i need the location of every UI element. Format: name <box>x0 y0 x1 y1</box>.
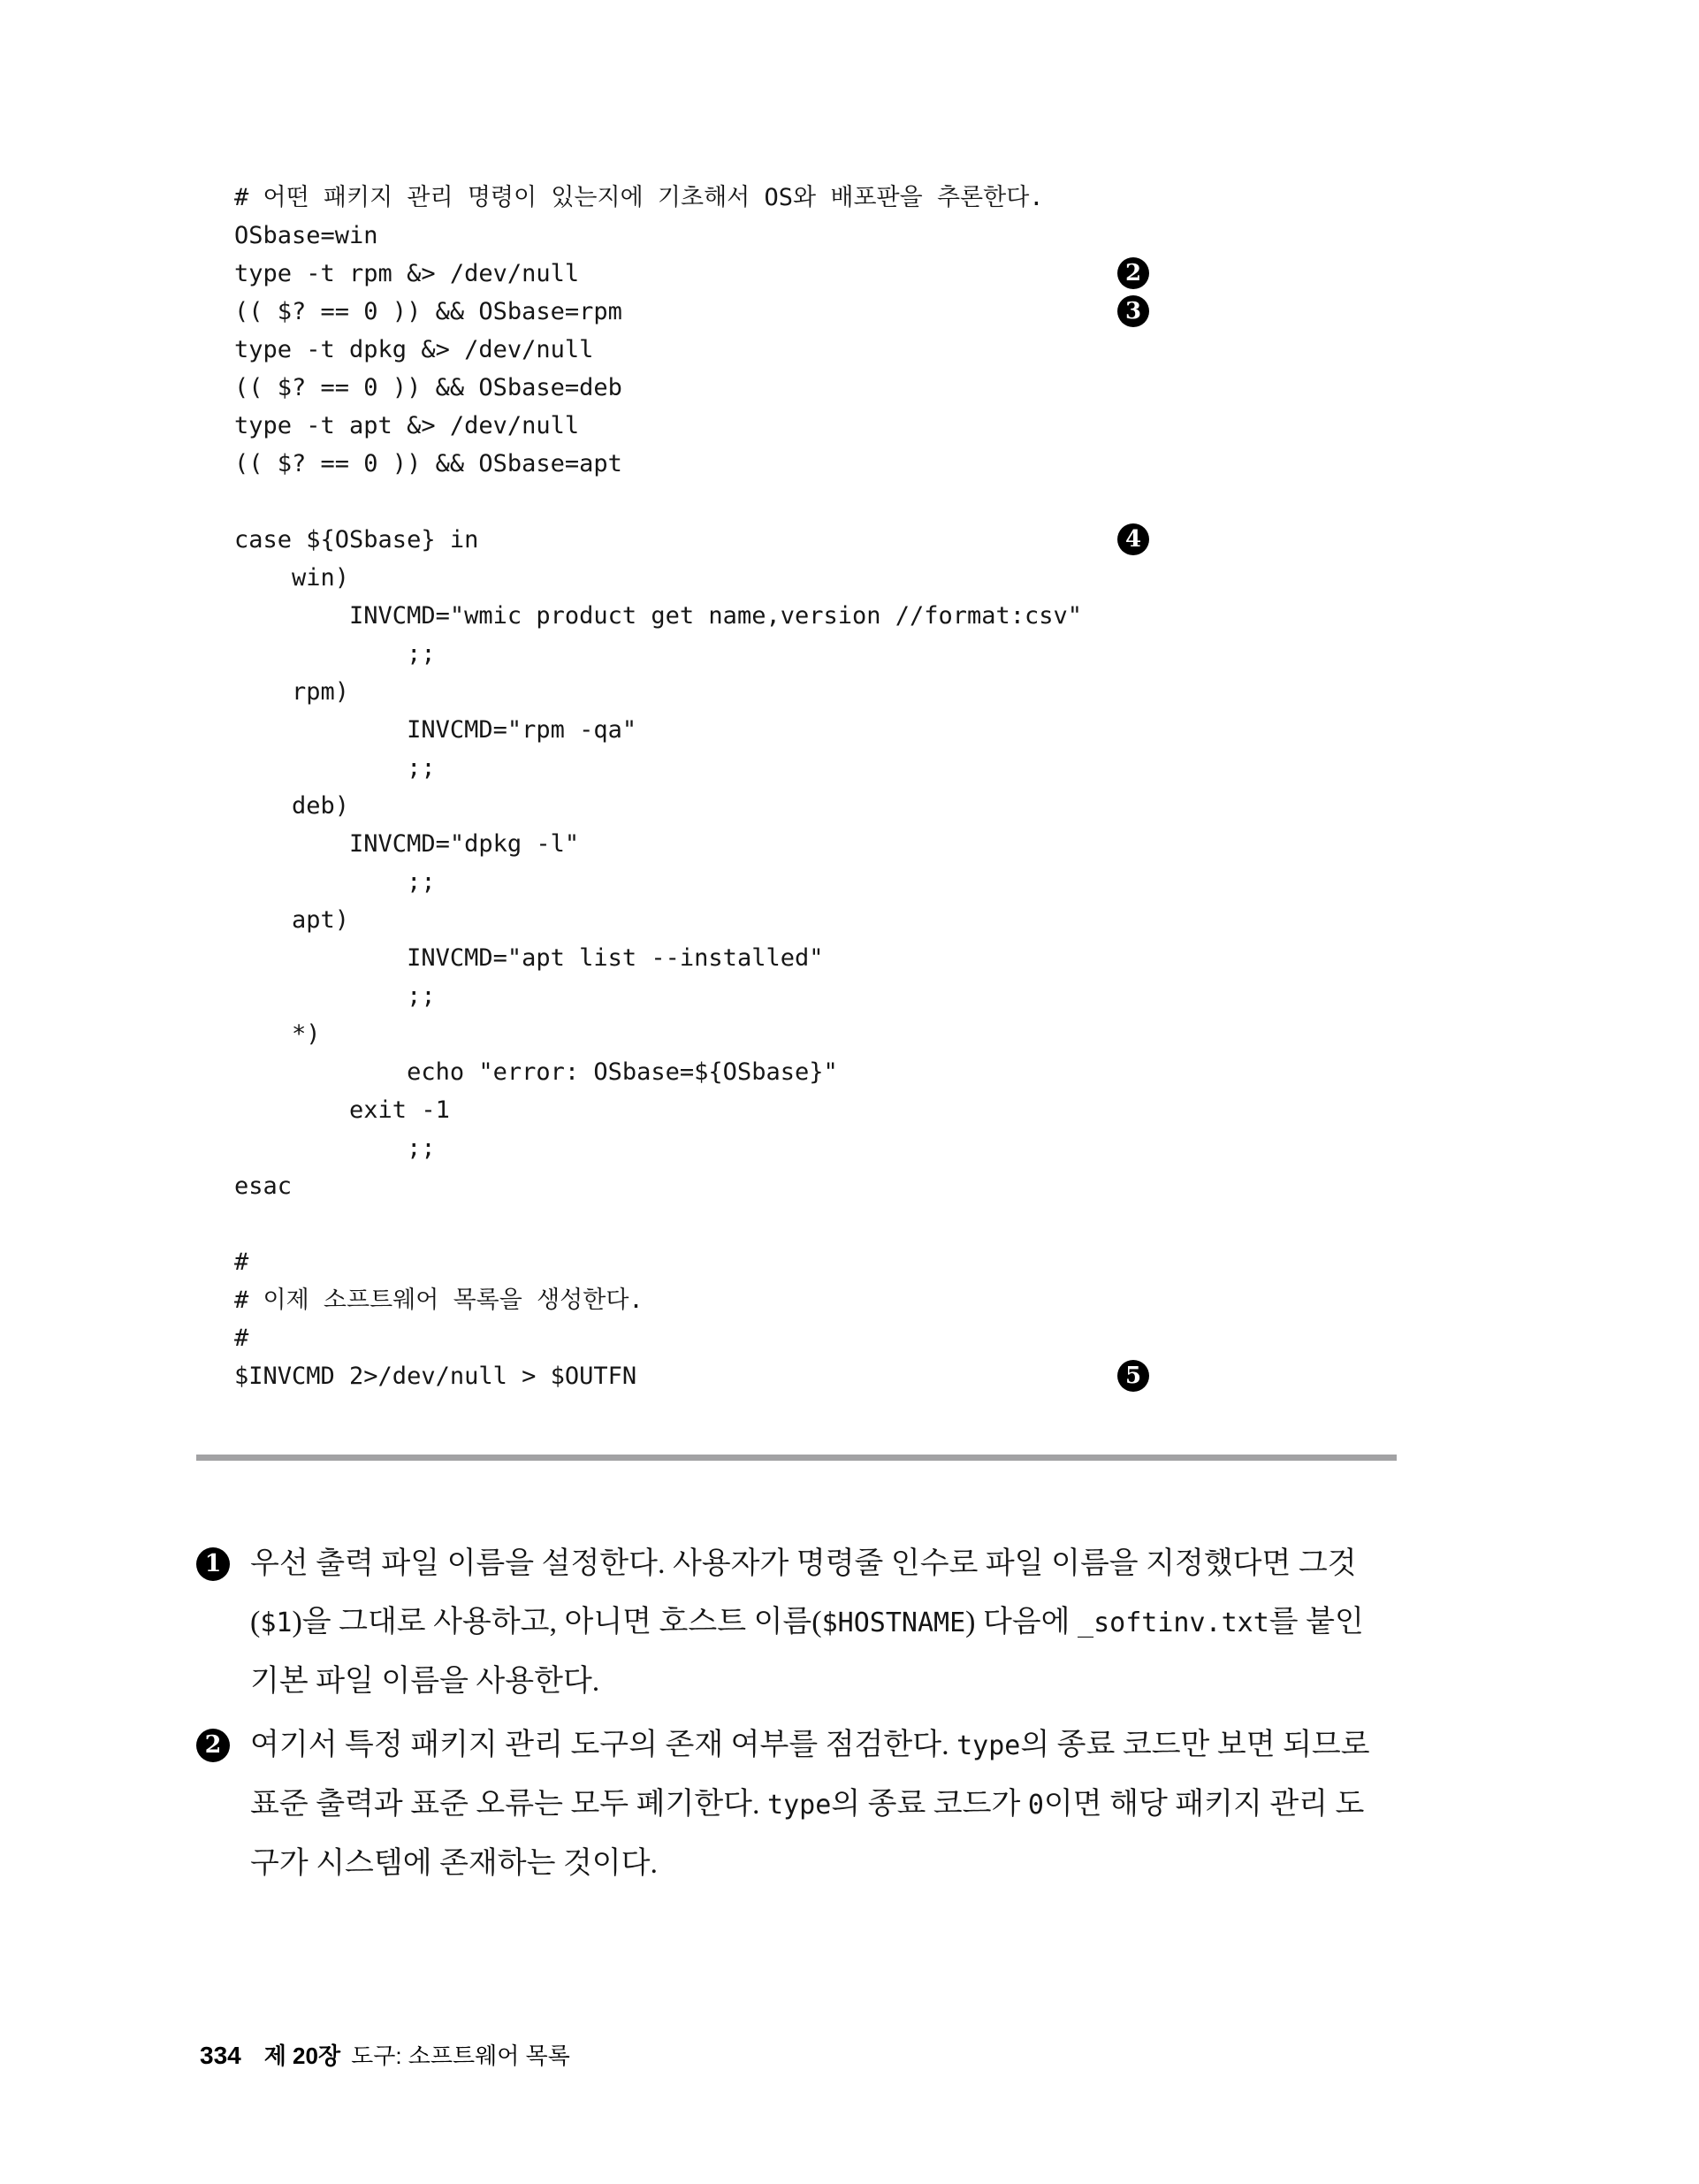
code-text: ;; <box>234 982 436 1010</box>
code-text: type -t rpm &> /dev/null <box>234 260 580 287</box>
code-line <box>234 293 1489 331</box>
callout-explanations <box>196 1535 1416 1898</box>
code-text: $INVCMD 2>/dev/null > $OUTFN <box>234 1363 637 1390</box>
code-text: (( $? == 0 )) && OSbase=rpm <box>234 298 622 325</box>
code-text: case ${OSbase} in <box>234 526 479 554</box>
code-line <box>234 1129 1489 1167</box>
text-segment: 우선 출력 파일 이름을 설정한다. 사용자가 명령줄 인수로 파일 이름을 지정했다면 그것 <box>250 1547 1357 1580</box>
code-text: exit -1 <box>234 1096 450 1124</box>
code-comment: # 어떤 패키지 관리 명령이 있는지에 기초해서 OS와 배포판을 추론한다. <box>234 184 1044 211</box>
inline-code: $HOSTNAME <box>821 1607 966 1638</box>
text-segment: 표준 출력과 표준 오류는 모두 폐기한다. <box>250 1788 768 1821</box>
text-segment: ( <box>250 1606 261 1638</box>
code-line-blank <box>234 1205 1489 1243</box>
inline-code: _softinv.txt <box>1078 1607 1269 1638</box>
explanation-item-1 <box>196 1535 1416 1711</box>
footer-chapter-title: 도구: 소프트웨어 목록 <box>351 2043 570 2069</box>
explanation-line <box>250 1835 1408 1893</box>
callout-5-badge: 5 <box>1117 1360 1149 1392</box>
explanation-text <box>250 1535 1408 1711</box>
callout-2-badge: 2 <box>1117 257 1149 289</box>
code-line <box>234 1053 1489 1091</box>
callout-3-badge: 3 <box>1117 295 1149 327</box>
callout-2-marker: 2 <box>196 1729 230 1762</box>
code-comment: # <box>234 1249 249 1276</box>
text-segment: 를 붙인 <box>1269 1606 1364 1638</box>
code-line <box>234 597 1489 635</box>
code-listing <box>234 179 1489 1395</box>
code-text: deb) <box>234 792 350 820</box>
text-segment: 의 종료 코드만 보면 되므로 <box>1020 1729 1370 1761</box>
code-text: win) <box>234 564 350 592</box>
code-line <box>234 407 1489 445</box>
code-text: esac <box>234 1172 293 1200</box>
code-comment: # 이제 소프트웨어 목록을 생성한다. <box>234 1287 644 1314</box>
text-segment: ) 다음에 <box>965 1606 1078 1638</box>
explanation-line <box>250 1593 1408 1653</box>
code-line <box>234 1319 1489 1357</box>
code-line <box>234 901 1489 939</box>
text-segment: 여기서 특정 패키지 관리 도구의 존재 여부를 점검한다. <box>250 1729 957 1761</box>
code-text: INVCMD="dpkg -l" <box>234 830 580 858</box>
text-segment: 의 종료 코드가 <box>831 1788 1028 1821</box>
code-line <box>234 749 1489 787</box>
code-line <box>234 673 1489 711</box>
code-line <box>234 787 1489 825</box>
code-line <box>234 939 1489 977</box>
code-text: OSbase=win <box>234 222 378 249</box>
code-text: (( $? == 0 )) && OSbase=apt <box>234 450 622 477</box>
text-segment: 이면 해당 패키지 관리 도 <box>1043 1788 1365 1821</box>
explanation-line <box>250 1775 1408 1835</box>
code-text: ;; <box>234 754 436 782</box>
code-line <box>234 217 1489 255</box>
code-text: ;; <box>234 1134 436 1162</box>
code-line <box>234 1091 1489 1129</box>
code-line <box>234 1281 1489 1319</box>
text-segment: 기본 파일 이름을 사용한다. <box>250 1665 600 1698</box>
code-text: *) <box>234 1020 321 1048</box>
explanation-text <box>250 1716 1408 1893</box>
code-text: ;; <box>234 868 436 896</box>
code-line <box>234 1015 1489 1053</box>
code-line <box>234 863 1489 901</box>
text-segment: )을 그대로 사용하고, 아니면 호스트 이름( <box>292 1606 822 1638</box>
inline-code: 0 <box>1027 1790 1044 1821</box>
code-line <box>234 1357 1489 1395</box>
code-line <box>234 559 1489 597</box>
code-line-blank <box>234 483 1489 521</box>
code-text: (( $? == 0 )) && OSbase=deb <box>234 374 622 401</box>
code-line <box>234 255 1489 293</box>
code-line <box>234 825 1489 863</box>
code-line <box>234 711 1489 749</box>
code-line <box>234 331 1489 369</box>
code-line <box>234 179 1489 217</box>
inline-code: type <box>767 1790 832 1821</box>
code-line <box>234 369 1489 407</box>
code-line <box>234 445 1489 483</box>
code-text: INVCMD="wmic product get name,version //format:csv" <box>234 602 1083 630</box>
code-text: INVCMD="rpm -qa" <box>234 716 637 744</box>
code-text: INVCMD="apt list --installed" <box>234 944 824 972</box>
code-text: echo "error: OSbase=${OSbase}" <box>234 1058 838 1086</box>
callout-1-marker: 1 <box>196 1547 230 1581</box>
page-number: 334 <box>200 2042 241 2069</box>
callout-4-badge: 4 <box>1117 523 1149 555</box>
code-text: type -t dpkg &> /dev/null <box>234 336 594 363</box>
code-text: apt) <box>234 906 350 934</box>
page-footer <box>200 2038 570 2071</box>
code-line <box>234 521 1489 559</box>
code-text: rpm) <box>234 678 350 706</box>
explanation-line <box>250 1716 1408 1775</box>
inline-code: type <box>956 1730 1021 1761</box>
code-line <box>234 635 1489 673</box>
explanation-item-2 <box>196 1716 1416 1893</box>
footer-chapter-label: 제 20장 <box>263 2043 341 2069</box>
code-text: ;; <box>234 640 436 668</box>
explanation-line <box>250 1535 1408 1593</box>
code-line <box>234 1243 1489 1281</box>
text-segment: 구가 시스템에 존재하는 것이다. <box>250 1847 658 1880</box>
code-comment: # <box>234 1325 249 1352</box>
section-divider <box>196 1455 1397 1461</box>
explanation-line <box>250 1653 1408 1711</box>
code-text: type -t apt &> /dev/null <box>234 412 580 439</box>
code-line <box>234 977 1489 1015</box>
inline-code: $1 <box>260 1607 293 1638</box>
code-line <box>234 1167 1489 1205</box>
